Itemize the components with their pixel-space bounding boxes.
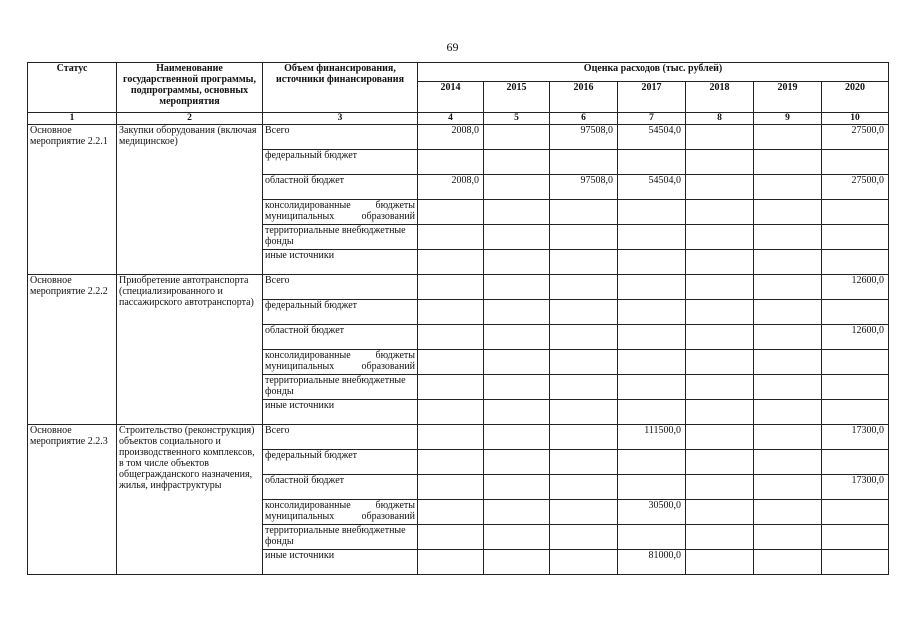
amount-cell	[686, 275, 754, 300]
amount-cell	[418, 250, 484, 275]
table-row	[28, 125, 889, 150]
amount-cell	[754, 225, 822, 250]
amount-cell	[686, 375, 754, 400]
amount-cell	[822, 400, 889, 425]
funding-source: Всего	[263, 275, 418, 300]
amount-cell	[418, 275, 484, 300]
amount-cell	[550, 200, 618, 225]
budget-table	[27, 62, 889, 575]
column-number: 2	[117, 113, 263, 125]
amount-cell	[550, 250, 618, 275]
amount-cell	[822, 225, 889, 250]
activity-status: Основное мероприятие 2.2.1	[28, 125, 117, 275]
amount-cell	[550, 400, 618, 425]
amount-cell	[822, 250, 889, 275]
amount-cell	[822, 525, 889, 550]
header-estimate: Оценка расходов (тыс. рублей)	[418, 63, 889, 82]
amount-cell	[484, 225, 550, 250]
amount-cell	[686, 450, 754, 475]
header-year: 2019	[754, 82, 822, 113]
amount-cell	[754, 425, 822, 450]
amount-cell	[618, 375, 686, 400]
funding-source: федеральный бюджет	[263, 450, 418, 475]
amount-cell	[550, 450, 618, 475]
amount-cell: 54504,0	[618, 175, 686, 200]
activity-status: Основное мероприятие 2.2.2	[28, 275, 117, 425]
amount-cell	[550, 425, 618, 450]
amount-cell	[618, 450, 686, 475]
amount-cell	[754, 450, 822, 475]
amount-cell	[754, 550, 822, 575]
amount-cell	[686, 225, 754, 250]
amount-cell	[618, 325, 686, 350]
amount-cell	[686, 525, 754, 550]
amount-cell	[822, 150, 889, 175]
amount-cell	[618, 350, 686, 375]
activity-status: Основное мероприятие 2.2.3	[28, 425, 117, 575]
amount-cell	[618, 200, 686, 225]
funding-source: консолидированные бюджеты муниципальных образований	[263, 500, 418, 525]
amount-cell	[550, 225, 618, 250]
amount-cell: 54504,0	[618, 125, 686, 150]
amount-cell	[754, 275, 822, 300]
amount-cell	[686, 250, 754, 275]
funding-source: федеральный бюджет	[263, 300, 418, 325]
amount-cell	[754, 400, 822, 425]
header-year: 2017	[618, 82, 686, 113]
amount-cell	[822, 500, 889, 525]
amount-cell	[550, 500, 618, 525]
amount-cell	[418, 150, 484, 175]
amount-cell	[484, 400, 550, 425]
amount-cell	[618, 275, 686, 300]
amount-cell: 27500,0	[822, 125, 889, 150]
amount-cell	[484, 425, 550, 450]
amount-cell	[618, 250, 686, 275]
header-year: 2014	[418, 82, 484, 113]
amount-cell	[754, 300, 822, 325]
amount-cell: 30500,0	[618, 500, 686, 525]
amount-cell	[686, 425, 754, 450]
amount-cell: 17300,0	[822, 475, 889, 500]
header-year: 2018	[686, 82, 754, 113]
amount-cell	[686, 550, 754, 575]
amount-cell	[618, 225, 686, 250]
amount-cell: 2008,0	[418, 175, 484, 200]
amount-cell	[418, 400, 484, 425]
amount-cell	[618, 400, 686, 425]
amount-cell	[822, 350, 889, 375]
page-number: 69	[446, 40, 459, 54]
amount-cell	[618, 475, 686, 500]
amount-cell	[754, 250, 822, 275]
amount-cell	[754, 475, 822, 500]
amount-cell	[686, 475, 754, 500]
column-number: 6	[550, 113, 618, 125]
amount-cell	[484, 350, 550, 375]
amount-cell: 12600,0	[822, 325, 889, 350]
amount-cell	[484, 475, 550, 500]
amount-cell	[822, 300, 889, 325]
funding-source: иные источники	[263, 250, 418, 275]
amount-cell	[484, 325, 550, 350]
amount-cell: 111500,0	[618, 425, 686, 450]
header-year: 2015	[484, 82, 550, 113]
header-status: Статус	[28, 63, 117, 113]
amount-cell: 81000,0	[618, 550, 686, 575]
funding-source: федеральный бюджет	[263, 150, 418, 175]
amount-cell	[754, 325, 822, 350]
amount-cell	[686, 500, 754, 525]
amount-cell	[550, 525, 618, 550]
column-number: 9	[754, 113, 822, 125]
funding-source: Всего	[263, 425, 418, 450]
amount-cell	[550, 325, 618, 350]
amount-cell	[418, 300, 484, 325]
amount-cell	[418, 350, 484, 375]
amount-cell	[618, 300, 686, 325]
column-number: 4	[418, 113, 484, 125]
amount-cell	[754, 175, 822, 200]
amount-cell	[484, 525, 550, 550]
amount-cell	[618, 525, 686, 550]
table-row	[28, 275, 889, 300]
amount-cell	[754, 150, 822, 175]
amount-cell: 12600,0	[822, 275, 889, 300]
amount-cell	[484, 550, 550, 575]
amount-cell	[418, 475, 484, 500]
amount-cell: 17300,0	[822, 425, 889, 450]
funding-source: иные источники	[263, 550, 418, 575]
header-name: Наименование государственной программы, подпрограммы, основных мероприятия	[117, 63, 263, 113]
column-number: 8	[686, 113, 754, 125]
amount-cell	[550, 375, 618, 400]
amount-cell	[418, 425, 484, 450]
activity-name: Строительство (реконструкция) объектов социального и производственного комплексов, в том числе объектов общегражданского назначения, жилья, инфраструктуры	[117, 425, 263, 575]
amount-cell	[822, 200, 889, 225]
amount-cell	[822, 450, 889, 475]
amount-cell	[686, 200, 754, 225]
amount-cell	[418, 200, 484, 225]
funding-source: территориальные внебюджетные фонды	[263, 225, 418, 250]
column-number: 1	[28, 113, 117, 125]
funding-source: областной бюджет	[263, 325, 418, 350]
funding-source: территориальные внебюджетные фонды	[263, 375, 418, 400]
amount-cell	[550, 150, 618, 175]
amount-cell	[686, 300, 754, 325]
amount-cell	[686, 325, 754, 350]
amount-cell	[686, 350, 754, 375]
column-number: 3	[263, 113, 418, 125]
funding-source: Всего	[263, 125, 418, 150]
activity-name: Приобретение автотранспорта (специализированного и пассажирского автотранспорта)	[117, 275, 263, 425]
amount-cell	[418, 550, 484, 575]
amount-cell	[484, 175, 550, 200]
amount-cell	[618, 150, 686, 175]
amount-cell	[418, 500, 484, 525]
column-number: 7	[618, 113, 686, 125]
header-volume: Объем финансирования, источники финансирования	[263, 63, 418, 113]
column-number: 10	[822, 113, 889, 125]
funding-source: консолидированные бюджеты муниципальных образований	[263, 200, 418, 225]
amount-cell	[822, 550, 889, 575]
activity-name: Закупки оборудования (включая медицинское)	[117, 125, 263, 275]
amount-cell	[550, 300, 618, 325]
amount-cell	[754, 200, 822, 225]
table-row	[28, 425, 889, 450]
amount-cell: 97508,0	[550, 125, 618, 150]
amount-cell	[484, 450, 550, 475]
amount-cell	[754, 500, 822, 525]
amount-cell	[418, 525, 484, 550]
amount-cell	[550, 550, 618, 575]
amount-cell	[484, 125, 550, 150]
amount-cell	[754, 375, 822, 400]
amount-cell	[484, 275, 550, 300]
funding-source: территориальные внебюджетные фонды	[263, 525, 418, 550]
header-year: 2016	[550, 82, 618, 113]
amount-cell: 27500,0	[822, 175, 889, 200]
amount-cell	[418, 450, 484, 475]
amount-cell	[550, 350, 618, 375]
amount-cell	[754, 350, 822, 375]
amount-cell	[484, 150, 550, 175]
funding-source: иные источники	[263, 400, 418, 425]
amount-cell: 97508,0	[550, 175, 618, 200]
amount-cell: 2008,0	[418, 125, 484, 150]
amount-cell	[484, 300, 550, 325]
amount-cell	[484, 375, 550, 400]
amount-cell	[484, 200, 550, 225]
funding-source: областной бюджет	[263, 175, 418, 200]
amount-cell	[418, 375, 484, 400]
amount-cell	[550, 275, 618, 300]
table-body	[28, 125, 889, 575]
amount-cell	[484, 250, 550, 275]
funding-source: областной бюджет	[263, 475, 418, 500]
amount-cell	[484, 500, 550, 525]
amount-cell	[418, 325, 484, 350]
funding-source: консолидированные бюджеты муниципальных образований	[263, 350, 418, 375]
column-number: 5	[484, 113, 550, 125]
amount-cell	[754, 525, 822, 550]
amount-cell	[418, 225, 484, 250]
amount-cell	[822, 375, 889, 400]
amount-cell	[754, 125, 822, 150]
amount-cell	[686, 125, 754, 150]
amount-cell	[550, 475, 618, 500]
amount-cell	[686, 400, 754, 425]
header-year: 2020	[822, 82, 889, 113]
amount-cell	[686, 175, 754, 200]
amount-cell	[686, 150, 754, 175]
